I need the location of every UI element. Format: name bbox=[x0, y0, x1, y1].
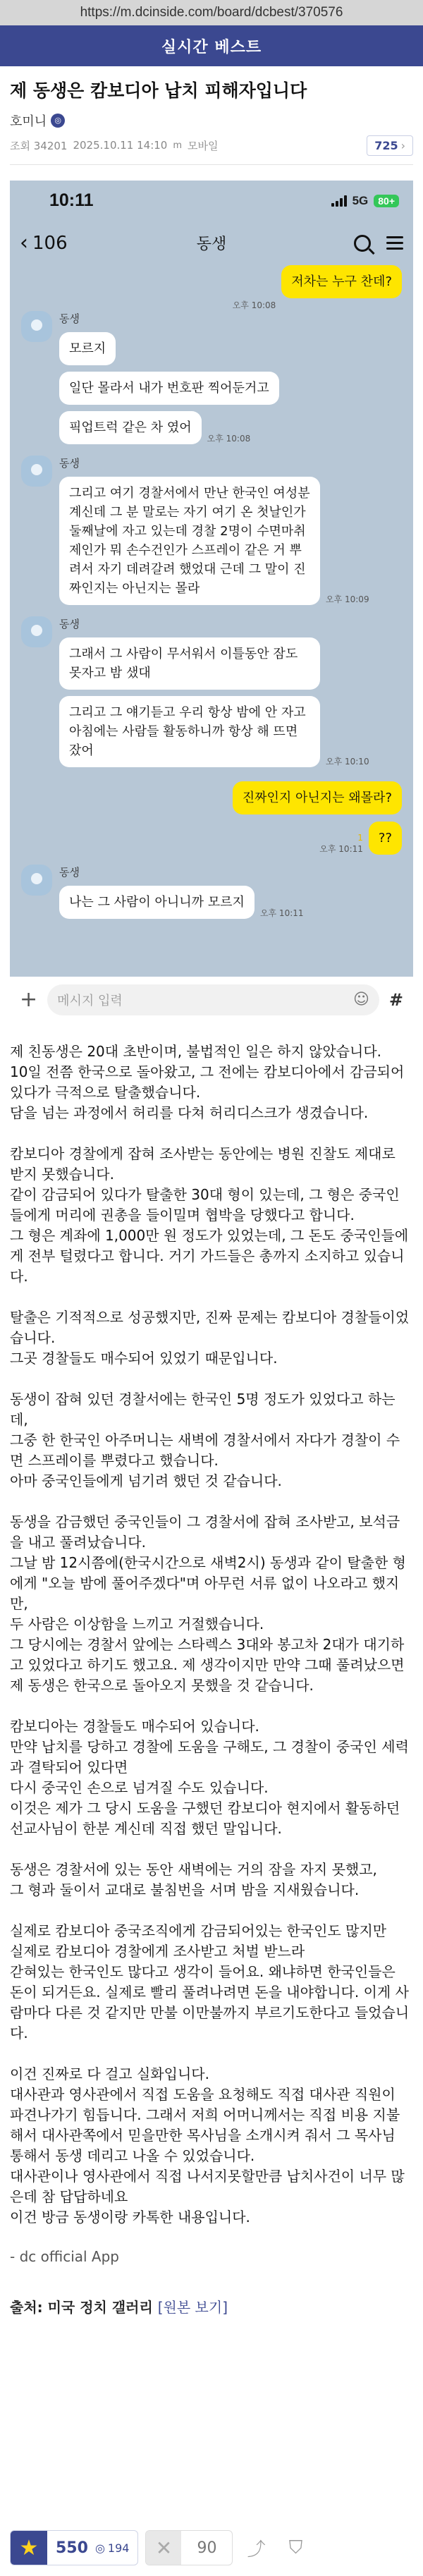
body-paragraph: 제 친동생은 20대 초반이며, 불법적인 일은 하지 않았습니다. 10일 전쯤 한국으로 돌아왔고, 그 전에는 캄보디아에서 감금되어 있다가 극적으로 탈출했습니다. 담을 넘는 과정에서 허리를 다쳐 허리디스크가 생겼습니다. bbox=[10, 1042, 405, 1121]
view-original-link[interactable]: [원본 보기] bbox=[157, 2298, 228, 2316]
recommend-button[interactable] bbox=[10, 2530, 138, 2565]
body-paragraph: 동생이 잡혀 있던 경찰서에는 한국인 5명 정도가 있었다고 하는데, 그중 한 한국인 아주머니는 새벽에 경찰서에서 자다가 경찰이 수면 스프레이를 뿌렸다고 했습니다. 아마 중국인들에게 넘기려 했던 것 같습니다. bbox=[10, 1390, 400, 1489]
sender-name: 동생 bbox=[59, 312, 80, 325]
unread-room-count: 106 bbox=[32, 232, 68, 254]
nonrecommend-count: 90 bbox=[197, 2539, 217, 2557]
section-header bbox=[0, 25, 423, 66]
body-paragraph: 캄보디아는 경찰들도 매수되어 있습니다. 만약 납치를 당하고 경찰에 도움을 구해도, 그 경찰이 중국인 세력과 결탁되어 있다면 다시 중국인 손으로 넘겨질 수도 있습니다. 이것은 제가 그 당시 도움을 구했던 캄보디아 현지에서 활동하던 선교사님이 한분 계신데 직접 했던 말입니다. bbox=[10, 1717, 409, 1837]
other-message-group bbox=[21, 865, 402, 919]
body-paragraph: 캄보디아 경찰에게 잡혀 조사받는 동안에는 병원 진찰도 제대로 받지 못했습니다. 같이 감금되어 있다가 탈출한 30대 형이 있는데, 그 형은 중국인들에게 머리에 권총을 들이밀며 협박을 당했다고 합니다. 그 형은 계좌에 1,000만 원 정도가 있었는데, 그 돈도 중국인들에게 전부 털렸다고 합니다. 거기 가드들은 총까지 소지하고 있습니다. bbox=[10, 1144, 409, 1285]
input-placeholder: 메시지 입력 bbox=[57, 993, 123, 1008]
my-message bbox=[21, 822, 402, 855]
profile-icon bbox=[31, 319, 42, 331]
search-icon[interactable] bbox=[354, 235, 371, 252]
body-paragraph: 이건 진짜로 다 걸고 실화입니다. 대사관과 영사관에서 직접 도움을 요청해도 직접 대사관 직원이 파견나가기 힘듭니다. 그래서 저희 어머니께서는 직접 비용 지불해서 대사관쪽에서 믿을만한 목사님을 소개시켜 줘서 그 목사님 통해서 동생 데리고 나올 수 있었습니다. 대사관이나 영사관에서 직접 나서지못할만큼 납치사건이 너무 많은데 참 답답하네요 이건 방금 동생이랑 카톡한 내용입니다. bbox=[10, 2065, 405, 2226]
back-button[interactable] bbox=[20, 231, 68, 255]
share-icon[interactable]: ⤴ bbox=[247, 2539, 266, 2560]
mobile-label: 모바일 bbox=[188, 139, 219, 152]
url-text: https://m.dcinside.com/board/dcbest/370576 bbox=[80, 5, 343, 20]
nonrecommend-button[interactable] bbox=[145, 2530, 233, 2565]
phone-status-bar bbox=[10, 181, 413, 221]
post-title: 제 동생은 캄보디아 납치 피해자입니다 bbox=[10, 80, 307, 101]
post-body bbox=[0, 1023, 423, 2228]
message-time: 오후 10:11 bbox=[259, 908, 304, 918]
message-time: 오후 10:08 bbox=[207, 433, 251, 444]
post-date: 2025.10.11 14:10 bbox=[73, 139, 168, 152]
message-time: 오후 10:11 bbox=[319, 843, 363, 854]
source-gallery[interactable]: 미국 정치 갤러리 bbox=[47, 2298, 153, 2316]
chat-header bbox=[10, 221, 413, 265]
message-list bbox=[10, 265, 413, 919]
avatar[interactable] bbox=[21, 456, 52, 487]
message-time: 오후 10:08 bbox=[232, 300, 276, 310]
other-bubble: 그래서 그 사람이 무서워서 이틀동안 잠도 못자고 밤 샜대 bbox=[59, 637, 320, 690]
other-bubble: 그리고 여기 경찰서에서 만난 한국인 여성분 계신데 그 분 말로는 자기 여기 온 첫날인가 둘째날에 자고 있는데 경찰 2명이 수면마취제인가 뭐 손수건인가 스프레이 같은 거 뿌려서 자기 데려갈려 했었대 근데 그 말이 진짜인지는 아닌지는 몰라 bbox=[59, 477, 320, 605]
chat-room-name: 동생 bbox=[196, 236, 227, 254]
my-message bbox=[21, 265, 402, 310]
status-time: 10:11 bbox=[49, 190, 94, 211]
view-count: 조회 34201 bbox=[10, 139, 68, 152]
body-paragraph: 동생은 경찰서에 있는 동안 새벽에는 거의 잠을 자지 못했고, 그 형과 둘이서 교대로 불침번을 서며 밤을 지새웠습니다. bbox=[10, 1860, 377, 1898]
other-bubble: 일단 몰라서 내가 번호판 찍어둔거고 bbox=[59, 372, 279, 405]
my-bubble: ?? bbox=[369, 822, 402, 855]
unread-marker: 1 bbox=[357, 832, 363, 843]
source-prefix: 출처: bbox=[10, 2298, 48, 2316]
author-name[interactable]: 호미니 bbox=[10, 114, 47, 129]
other-message-group bbox=[21, 456, 402, 605]
section-title: 실시간 베스트 bbox=[161, 38, 262, 56]
vote-bar bbox=[0, 2525, 423, 2571]
avatar[interactable] bbox=[21, 616, 52, 647]
emoji-icon[interactable]: ☺ bbox=[352, 991, 369, 1009]
message-time: 오후 10:09 bbox=[326, 594, 369, 604]
author-row bbox=[10, 111, 413, 130]
sender-name: 동생 bbox=[59, 865, 80, 879]
url-bar[interactable] bbox=[0, 0, 423, 25]
bookmark-icon[interactable]: ⛉ bbox=[288, 2537, 303, 2558]
sender-name: 동생 bbox=[59, 617, 80, 630]
my-message bbox=[21, 781, 402, 814]
plus-icon[interactable]: + bbox=[20, 987, 38, 1013]
sender-name: 동생 bbox=[59, 456, 80, 470]
profile-icon bbox=[31, 464, 42, 475]
body-paragraph: 탈출은 기적적으로 성공했지만, 진짜 문제는 캄보디아 경찰들이었습니다. 그곳 경찰들도 매수되어 있었기 때문입니다. bbox=[10, 1308, 410, 1367]
other-bubble: 그리고 그 얘기듣고 우리 항상 밤에 안 자고 아침에는 사람들 활동하니까 항상 해 뜨면 잤어 bbox=[59, 696, 320, 767]
other-message-group bbox=[21, 311, 402, 444]
message-input[interactable] bbox=[47, 984, 379, 1015]
other-bubble: 모르지 bbox=[59, 332, 116, 365]
avatar[interactable] bbox=[21, 865, 52, 896]
my-bubble: 저차는 누구 찬데? bbox=[281, 265, 402, 298]
dc-app-signature: - dc official App bbox=[10, 2247, 119, 2265]
other-bubble: 픽업트럭 같은 차 였어 bbox=[59, 411, 202, 444]
menu-icon[interactable] bbox=[386, 236, 403, 250]
profile-icon bbox=[31, 873, 42, 884]
chevron-left-icon: ‹ bbox=[20, 231, 28, 256]
profile-icon bbox=[31, 625, 42, 636]
fixed-nick-icon: ◎ bbox=[94, 2541, 105, 2555]
recommend-count-badge[interactable]: 725 › bbox=[367, 135, 413, 156]
other-message-group bbox=[21, 616, 402, 767]
my-bubble: 진짜인지 아닌지는 왜몰라? bbox=[233, 781, 402, 814]
post-header bbox=[0, 66, 423, 165]
meta-row bbox=[10, 135, 413, 165]
fixed-recommend-count: 194 bbox=[107, 2541, 130, 2555]
signal-icon bbox=[331, 195, 347, 207]
close-icon: ✕ bbox=[146, 2530, 181, 2565]
body-paragraph: 실제로 캄보디아 중국조직에게 감금되어있는 한국인도 많지만 실제로 캄보디아 경찰에게 조사받고 처벌 받느라 갇혀있는 한국인도 많다고 생각이 들어요. 왜냐하면 한국인들은 돈이 되거든요. 실제로 빨리 풀려나려면 돈을 내야합니다. 이게 사람마다 다른 것 같지만 만불 이만불까지 부르기도한다고 들었습니다. bbox=[10, 1922, 410, 2041]
network-label: 5G bbox=[352, 193, 369, 207]
star-icon: ★ bbox=[11, 2530, 47, 2565]
fixed-nick-badge-icon: ◎ bbox=[51, 114, 65, 128]
source-line bbox=[0, 2296, 423, 2316]
mobile-icon: m bbox=[173, 140, 183, 151]
message-input-bar bbox=[10, 977, 413, 1023]
hash-icon[interactable]: # bbox=[388, 989, 403, 1010]
recommend-count: 550 bbox=[56, 2539, 88, 2557]
body-paragraph: 동생을 감금했던 중국인들이 그 경찰서에 잡혀 조사받고, 보석금을 내고 풀려났습니다. 그날 밤 12시쯤에(한국시간으로 새벽2시) 동생과 같이 탈출한 형에게 "오늘 밤에 풀어주겠다"며 아무런 서류 없이 나오라고 했지만, 두 사람은 이상함을 느끼고 거절했습니다. 그 당시에는 경찰서 앞에는 스타렉스 3대와 봉고차 2대가 대기하고 있었다고 하기도 했고요. 제 생각이지만 만약 그때 풀려났으면 제 동생은 한국으로 돌아오지 못했을 것 같습니다. bbox=[10, 1513, 406, 1694]
message-time: 오후 10:10 bbox=[326, 756, 369, 767]
chat-screenshot bbox=[10, 181, 413, 1023]
other-bubble: 나는 그 사람이 아니니까 모르지 bbox=[59, 886, 255, 919]
fixed-recommend bbox=[95, 2541, 138, 2555]
battery-icon: 80+ bbox=[374, 195, 399, 207]
avatar[interactable] bbox=[21, 311, 52, 342]
